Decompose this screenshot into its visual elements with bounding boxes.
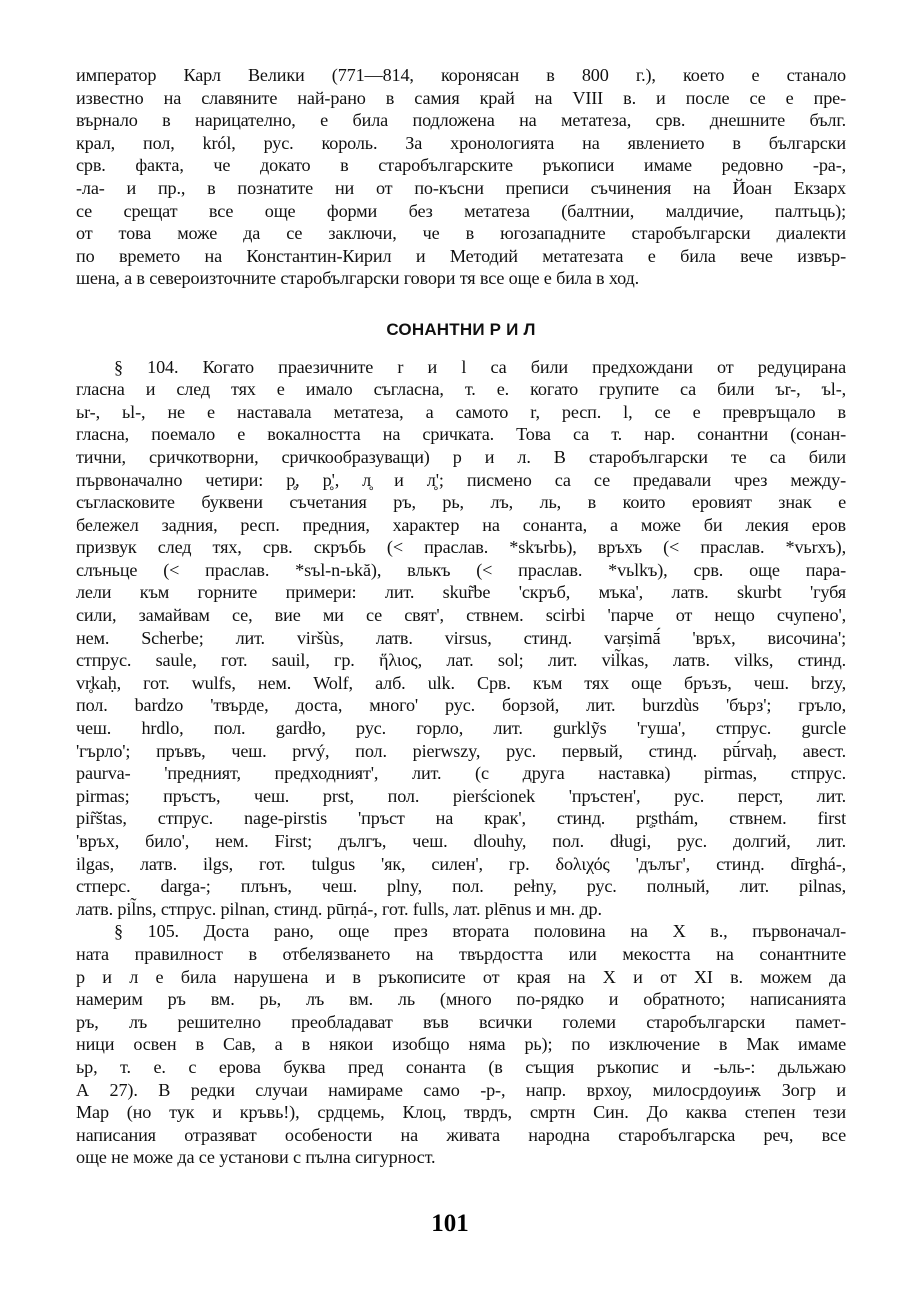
text-line: бележел задния, респ. предния, характер на сонанта, а може би лекия еров [76, 514, 846, 535]
intro-paragraph [76, 64, 846, 290]
text-line: съгласковите буквени съчетания ръ, рь, лъ, ль, в които еровият знак е [76, 492, 846, 513]
text-line: шена, а в североизточните старобългарски говори тя все още е била в ход. [76, 268, 640, 289]
text-line: върнало в нарицателно, е била подложена на метатеза, срв. днешните бълг. [76, 110, 846, 131]
page-number: 101 [431, 1210, 469, 1237]
text-line: император Карл Велики (771—814, коронясан в 800 г.), което е станало [76, 65, 846, 85]
section-105-paragraph [76, 920, 846, 1169]
text-line: от това може да се заключи, че в югозападните старобългарски диалекти [76, 223, 846, 244]
text-line: тични, сричкотворни, сричкообразуващи) р и л. В старобългарски те са били [76, 446, 846, 467]
text-line: срв. факта, че докато в старобългарските ръкописи имаме редовно -ра-, [76, 155, 846, 176]
text-line: -ла- и пр., в познатите ни от по-късни преписи съчинения на Йоан Екзарх [76, 177, 846, 198]
text-line: pirmas; пръстъ, чеш. prst, пол. pierścionek 'пръстен', рус. перст, лит. [76, 785, 846, 806]
section-104-paragraph [76, 356, 846, 921]
text-line: § 104. Когато праезичните r и l са били предхождани от редуцирана [114, 356, 846, 377]
text-line: гласна и след тях е имало съгласна, т. е. когато групите са били ъr-, ъl-, [76, 379, 846, 400]
text-line: по времето на Константин-Кирил и Методий метатезата е била вече извър- [76, 245, 846, 266]
text-line: първоначално четири: р̥, р̥', л̥ и л̥'; писмено са се предавали чрез между- [76, 469, 846, 490]
section-heading: СОНАНТНИ Р И Л [386, 319, 536, 339]
text-line: нем. Scherbe; лит. viršùs, латв. virsus, стинд. varṣimā́ 'връх, височина'; [76, 627, 846, 648]
text-line: ьр, т. е. с ерова буква пред сонанта (в същия ръкопис и -ьль-: дьльжаю [76, 1056, 846, 1077]
text-line: призвук след тях, срв. скръбь (< праслав. *skъrbь), връхъ (< праслав. *vьrxъ), [76, 537, 846, 558]
text-line: написания отразяват особености на живата народна старобългарска реч, все [76, 1124, 846, 1145]
text-line: 'гърло'; пръвъ, чеш. prvý, пол. pierwszy, рус. первый, стинд. pū́rvaḥ, авест. [76, 740, 846, 761]
text-line: pir̃štas, стпрус. nage-pirstis 'пръст на крак', стинд. pr̥ṣthám, ствнем. first [76, 808, 846, 829]
text-line: стпрус. saule, гот. sauil, гр. ἥλιος, лат. sol; лит. vil̃kas, латв. vilks, стинд. [76, 650, 846, 671]
book-page [76, 64, 846, 1169]
text-line: гласна, поемало е вокалността на сричката. Това са т. нар. сонантни (сонан- [76, 424, 846, 445]
text-line: ьr-, ьl-, не е наставала метатеза, а самото r, респ. l, се е превръщало в [76, 401, 846, 422]
text-line: пол. bardzo 'твърде, доста, много' рус. борзой, лит. burzdùs 'бърз'; гръло, [76, 695, 846, 716]
text-line: Мар (но тук и кръвь!), срдцемь, Клоц, тврдъ, смртн Син. До каква степен тези [76, 1102, 846, 1123]
text-line: ръ, лъ решително преобладават във всички големи старобългарски памет- [76, 1011, 846, 1032]
text-line: известно на славяните най-рано в самия край на VIII в. и после се е пре- [76, 87, 846, 108]
text-line: ната правилност в отбелязването на твърдостта или мекостта на сонантните [76, 943, 846, 964]
text-line: р и л е била нарушена и в ръкописите от края на X и от XI в. можем да [76, 966, 846, 987]
text-line: латв. pil̃ns, стпрус. pilnan, стинд. pūrṇá-, гот. fulls, лат. plēnus и мн. др. [76, 898, 602, 919]
text-line: paurva- 'предният, предходният', лит. (с друга наставка) pirmas, стпрус. [76, 763, 846, 784]
text-line: лели към горните примери: лит. skur̃be 'скръб, мъка', латв. skurbt 'губя [76, 582, 846, 603]
text-line: чеш. hrdlo, пол. gardło, рус. горло, лит. gurklỹs 'гуша', стпрус. gurcle [76, 718, 846, 739]
text-line: 'връх, било', нем. First; дългъ, чеш. dlouhy, пол. długi, рус. долгий, лит. [76, 831, 846, 851]
text-line: крал, пол, król, рус. король. За хронологията на явлението в български [76, 132, 846, 153]
text-line: А 27). В редки случаи намираме само -р-, напр. врхоу, милосрдоуиѭ Зогр и [76, 1079, 846, 1100]
text-line: слъньце (< праслав. *sъl-n-ьkă), влькъ (< праслав. *vьlkъ), срв. още пара- [76, 559, 846, 580]
text-line: ilgas, латв. ilgs, гот. tulgus 'як, силен', гр. δολιχός 'дълъг', стинд. dīrghá-, [76, 853, 846, 874]
text-line: се срещат все още форми без метатеза (балтнии, малдичие, палтьць); [76, 200, 846, 221]
text-line: още не може да се установи с пълна сигурност. [76, 1147, 436, 1168]
text-line: vr̥kaḥ, гот. wulfs, нем. Wolf, алб. ulk. Срв. към тях още бръзъ, чеш. brzy, [76, 672, 846, 693]
text-line: ници освен в Сав, а в някои изобщо няма рь); по изключение в Мак имаме [76, 1034, 846, 1055]
text-line: намерим ръ вм. рь, лъ вм. ль (много по-рядко и обратното; написанията [76, 989, 846, 1010]
text-line: сили, замайвам се, вие ми се свят', ствнем. scirbi 'парче от нещо счупено', [76, 605, 846, 626]
text-line: стперс. darga-; плънъ, чеш. plny, пол. pełny, рус. полный, лит. pilnas, [76, 876, 846, 897]
text-line: § 105. Доста рано, още през втората половина на X в., първоначал- [114, 921, 846, 942]
